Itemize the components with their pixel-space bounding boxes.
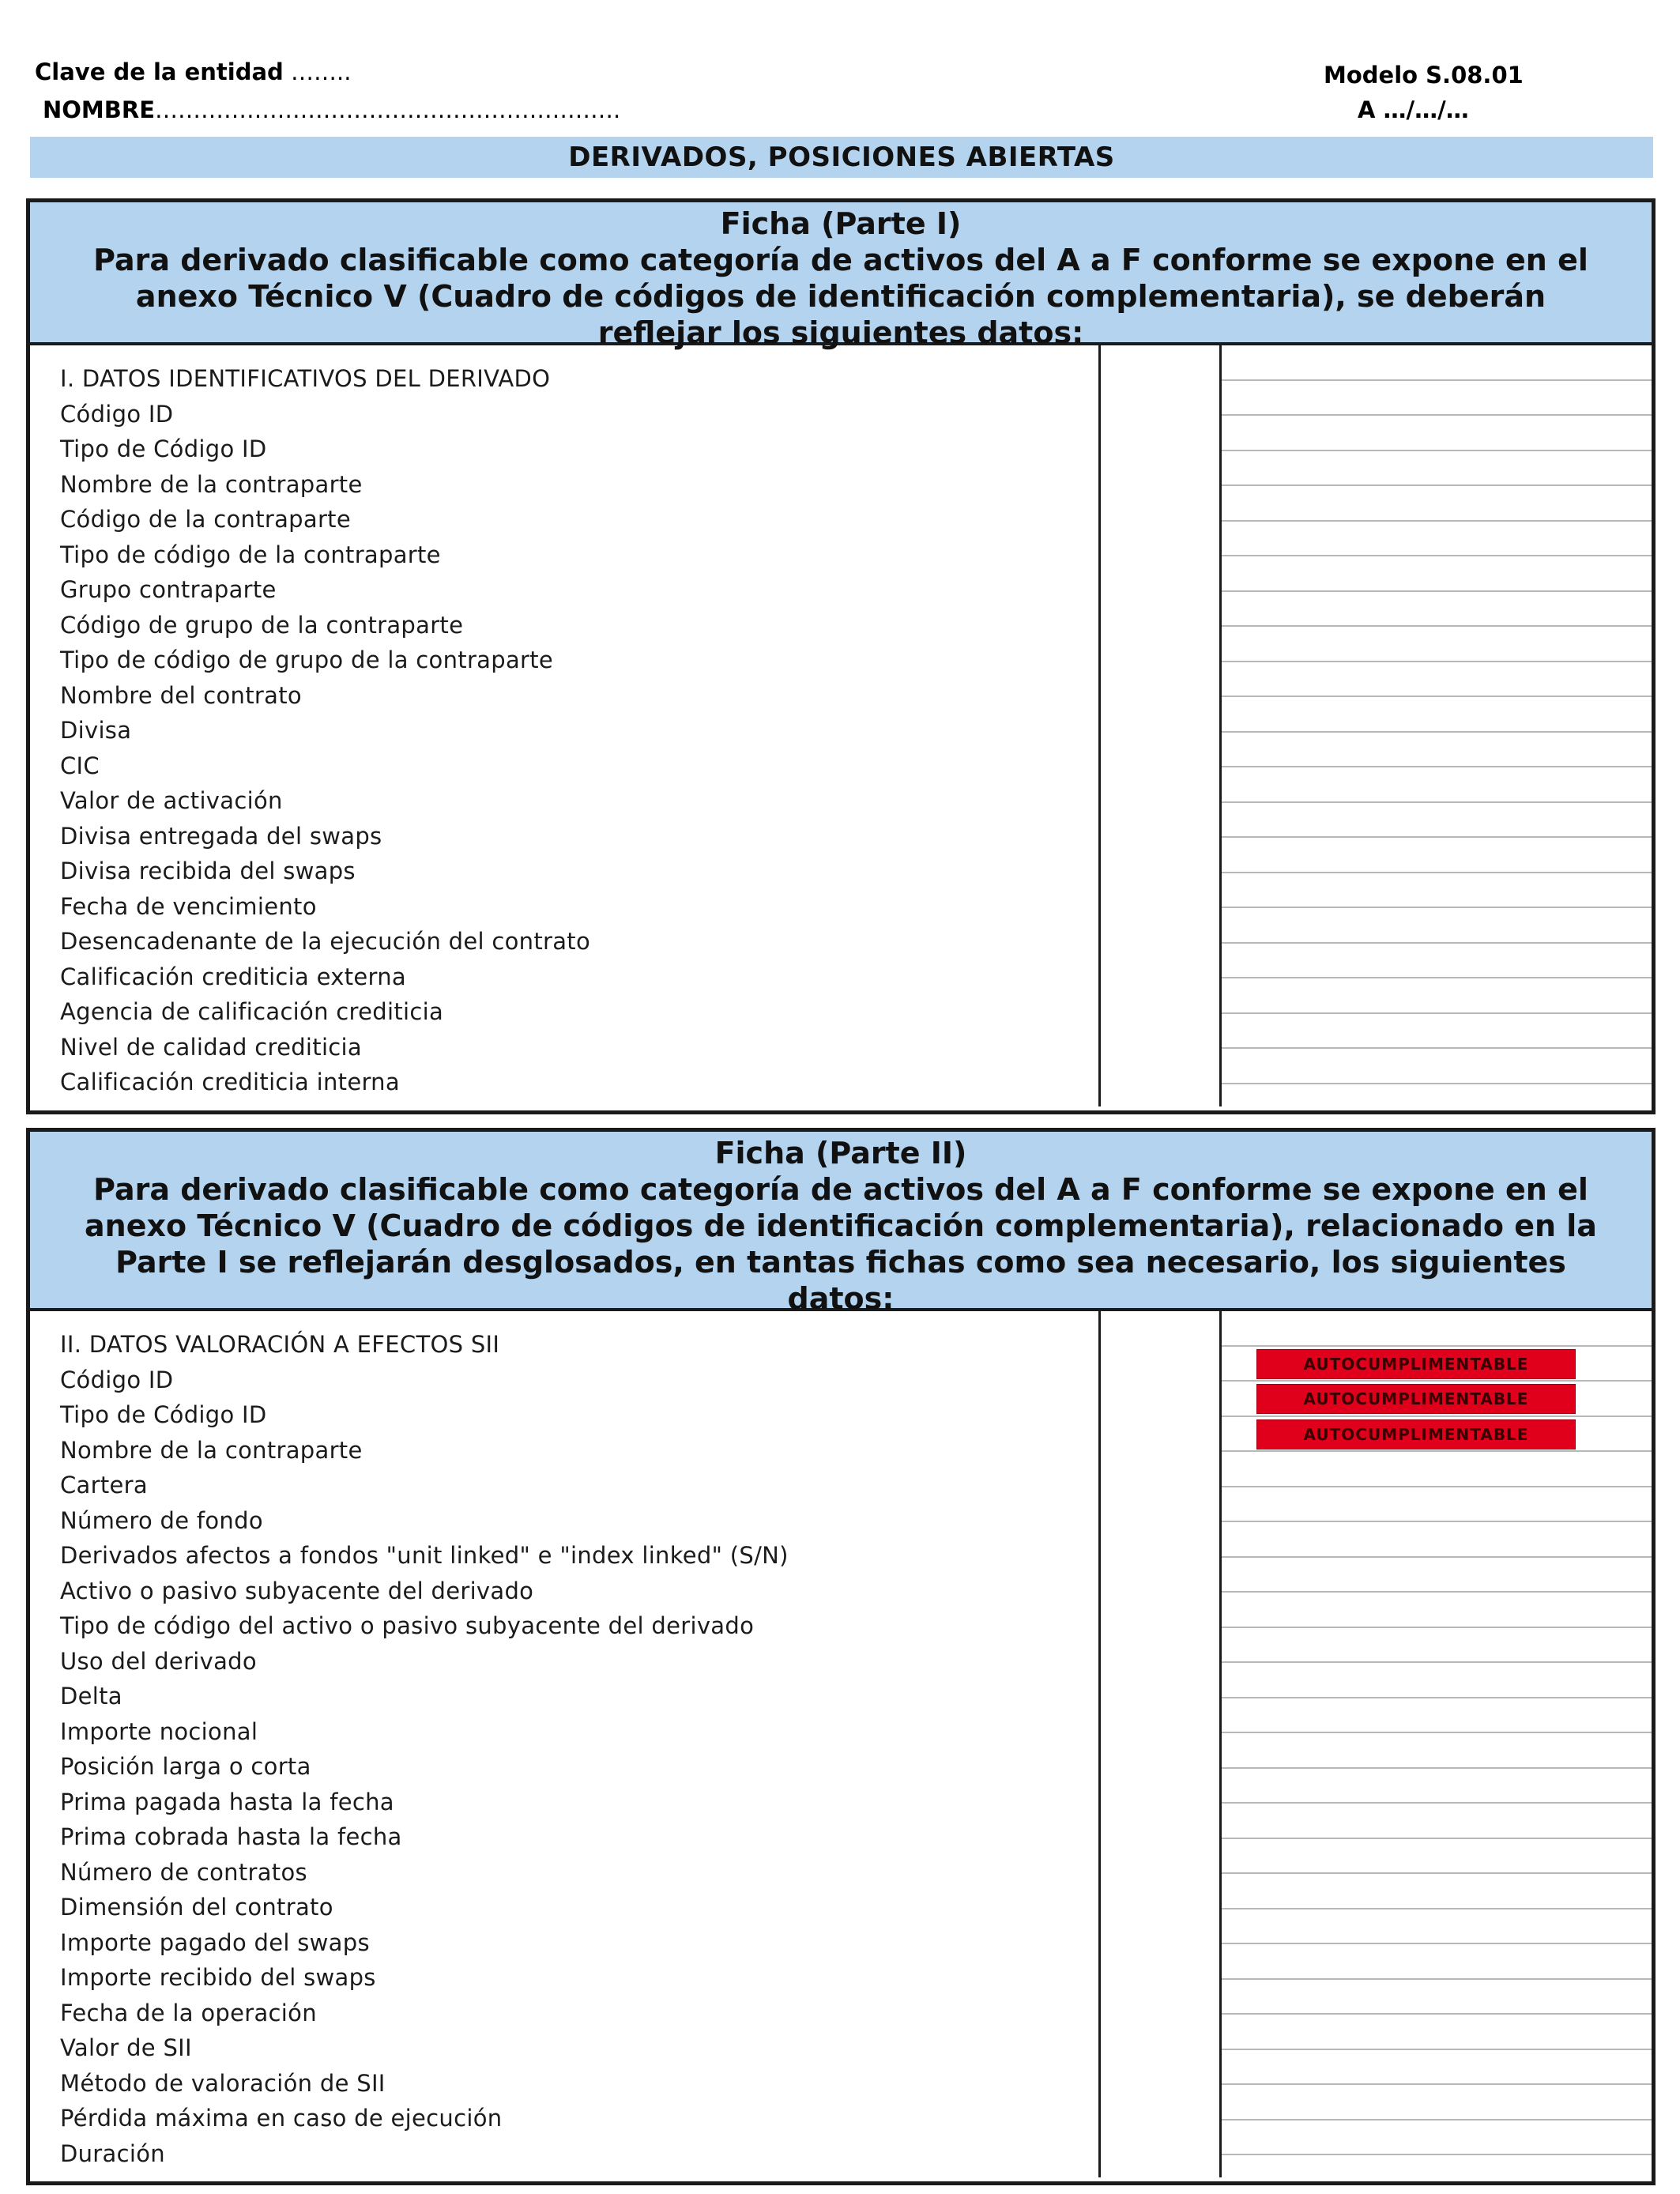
- ficha-1-value-cell[interactable]: [1222, 944, 1652, 979]
- ficha-1-field-label: Desencadenante de la ejecución del contrato: [60, 928, 591, 955]
- ficha-1-field-label: Nombre del contrato: [60, 681, 302, 709]
- ficha-1-field-label: Tipo de código de la contraparte: [60, 541, 441, 568]
- ficha-2-field-label: Importe pagado del swaps: [60, 1928, 370, 1956]
- ficha-2-heading: [30, 1132, 1652, 1316]
- ficha-1-heading-line: Para derivado clasificable como categoría de activos del A a F conforme se expone en el: [93, 243, 1588, 277]
- ficha-2-field-label: Código ID: [60, 1366, 174, 1393]
- ficha-2-body: [30, 1311, 1652, 2177]
- ficha-1-field-label: Calificación crediticia externa: [60, 963, 406, 990]
- ficha-2-value-cell[interactable]: [1222, 1558, 1652, 1593]
- autocomplete-badge: AUTOCUMPLIMENTABLE: [1256, 1349, 1576, 1379]
- ficha-1-value-cell[interactable]: [1222, 978, 1652, 1014]
- ficha-2-value-cell[interactable]: [1222, 1698, 1652, 1734]
- autocomplete-badge: AUTOCUMPLIMENTABLE: [1256, 1419, 1576, 1449]
- ficha-2-field-label: Prima pagada hasta la fecha: [60, 1788, 394, 1815]
- ficha-2-value-cell[interactable]: [1222, 1909, 1652, 1945]
- ficha-1-value-cell[interactable]: [1222, 627, 1652, 662]
- ficha-2-value-cell[interactable]: [1222, 1628, 1652, 1664]
- ficha-1-value-cell[interactable]: [1222, 803, 1652, 839]
- ficha-part-1: [26, 198, 1656, 1114]
- ficha-1-field-label: Divisa recibida del swaps: [60, 858, 356, 884]
- ficha-1-value-cell[interactable]: [1222, 1049, 1652, 1084]
- ficha-2-value-cell[interactable]: [1222, 1944, 1652, 1980]
- ficha-2-value-cell[interactable]: [1222, 1593, 1652, 1628]
- ficha-2-value-cell[interactable]: [1222, 1733, 1652, 1769]
- ficha-1-field-label: Tipo de Código ID: [60, 435, 267, 462]
- ficha-1-value-cell[interactable]: [1222, 522, 1652, 557]
- ficha-1-value-cell[interactable]: [1222, 486, 1652, 522]
- ficha-1-field-label: Código de la contraparte: [60, 506, 351, 533]
- ficha-2-value-cell[interactable]: [1222, 2085, 1652, 2120]
- ficha-2-field-label: Importe nocional: [60, 1717, 258, 1745]
- ficha-part-2: [26, 1128, 1656, 2185]
- ficha-1-section-title: I. DATOS IDENTIFICATIVOS DEL DERIVADO: [60, 365, 551, 392]
- entity-key-label: [35, 58, 351, 85]
- ficha-2-field-label: Prima cobrada hasta la fecha: [60, 1823, 402, 1850]
- ficha-1-field-label: Divisa: [60, 717, 132, 744]
- report-date: A …/…/…: [1358, 96, 1469, 123]
- ficha-1-field-label: Fecha de vencimiento: [60, 892, 317, 920]
- ficha-2-field-label: Pérdida máxima en caso de ejecución: [60, 2105, 503, 2132]
- ficha-1-value-cell[interactable]: [1222, 733, 1652, 768]
- ficha-2-field-label: Uso del derivado: [60, 1647, 257, 1675]
- ficha-2-heading-line: Ficha (Parte II): [714, 1136, 967, 1171]
- ficha-2-value-cell[interactable]: [1222, 1874, 1652, 1909]
- ficha-2-value-cell[interactable]: [1222, 1980, 1652, 2015]
- ficha-2-value-cell[interactable]: [1222, 1769, 1652, 1804]
- ficha-1-field-label: Código de grupo de la contraparte: [60, 611, 464, 639]
- ficha-2-heading-line: Parte I se reflejarán desglosados, en tantas fichas como sea necesario, los siguientes: [115, 1245, 1566, 1280]
- ficha-2-labels: [60, 1327, 789, 2171]
- ficha-1-value-cell[interactable]: [1222, 767, 1652, 803]
- ficha-1-body: [30, 345, 1652, 1106]
- ficha-1-value-cell[interactable]: [1222, 1014, 1652, 1050]
- entity-key-text: Clave de la entidad: [35, 58, 284, 85]
- ficha-1-value-cell[interactable]: [1222, 451, 1652, 487]
- ficha-2-heading-line: Para derivado clasificable como categoría de activos del A a F conforme se expone en el: [93, 1172, 1588, 1207]
- ficha-2-value-cell[interactable]: [1222, 1347, 1652, 1382]
- ficha-1-value-cell[interactable]: [1222, 908, 1652, 944]
- ficha-1-value-cell[interactable]: [1222, 592, 1652, 628]
- ficha-2-field-label: Dimensión del contrato: [60, 1894, 333, 1921]
- ficha-2-field-label: Cartera: [60, 1472, 148, 1498]
- ficha-2-field-label: Importe recibido del swaps: [60, 1964, 376, 1991]
- ficha-2-value-cell[interactable]: [1222, 2120, 1652, 2156]
- ficha-2-field-label: Tipo de Código ID: [60, 1401, 267, 1428]
- ficha-1-heading-line: reflejar los siguientes datos:: [597, 315, 1084, 350]
- ficha-2-field-label: Método de valoración de SII: [60, 2069, 386, 2097]
- ficha-1-field-label: Nivel de calidad crediticia: [60, 1033, 362, 1061]
- ficha-2-value-cell[interactable]: [1222, 2015, 1652, 2050]
- ficha-1-field-label: Código ID: [60, 400, 174, 428]
- ficha-1-value-cell[interactable]: [1222, 838, 1652, 873]
- ficha-1-field-label: Calificación crediticia interna: [60, 1069, 400, 1095]
- entity-name-dots: …………………………………………………….: [155, 96, 621, 123]
- ficha-1-value-cell[interactable]: [1222, 662, 1652, 698]
- ficha-2-value-cell[interactable]: [1222, 1839, 1652, 1875]
- column-divider: [1098, 345, 1101, 1106]
- autocomplete-badge: AUTOCUMPLIMENTABLE: [1256, 1384, 1576, 1414]
- ficha-2-value-cell[interactable]: [1222, 1522, 1652, 1558]
- ficha-1-value-cells: [1222, 345, 1652, 1084]
- ficha-1-field-label: Valor de activación: [60, 787, 283, 814]
- ficha-1-heading: [30, 202, 1652, 350]
- ficha-2-heading-line: anexo Técnico V (Cuadro de códigos de identificación complementaria), relacionado en la: [85, 1208, 1597, 1243]
- ficha-1-value-cell[interactable]: [1222, 697, 1652, 733]
- ficha-2-field-label: Fecha de la operación: [60, 1999, 317, 2026]
- entity-name-text: NOMBRE: [43, 96, 156, 123]
- ficha-1-heading-line: Ficha (Parte I): [720, 206, 962, 241]
- ficha-1-labels: [60, 361, 590, 1100]
- ficha-2-value-cell[interactable]: [1222, 1417, 1652, 1453]
- ficha-2-value-cell[interactable]: [1222, 1311, 1652, 1347]
- ficha-2-field-label: Nombre de la contraparte: [60, 1436, 363, 1464]
- page-title: DERIVADOS, POSICIONES ABIERTAS: [30, 137, 1653, 178]
- ficha-2-field-label: Tipo de código del activo o pasivo subyacente del derivado: [60, 1612, 755, 1639]
- ficha-2-section-title: II. DATOS VALORACIÓN A EFECTOS SII: [60, 1331, 500, 1358]
- entity-name-label: [43, 96, 620, 123]
- ficha-2-field-label: Valor de SII: [60, 2034, 192, 2061]
- ficha-2-field-label: Número de contratos: [60, 1858, 307, 1886]
- ficha-2-value-cell[interactable]: [1222, 1452, 1652, 1487]
- ficha-2-heading-line: datos:: [787, 1281, 895, 1316]
- ficha-2-field-label: Activo o pasivo subyacente del derivado: [60, 1577, 534, 1604]
- model-code: Modelo S.08.01: [1324, 62, 1524, 89]
- ficha-2-value-cells: [1222, 1311, 1652, 2155]
- ficha-2-value-cell[interactable]: [1222, 1804, 1652, 1839]
- ficha-1-value-cell[interactable]: [1222, 416, 1652, 451]
- ficha-2-value-cell[interactable]: [1222, 1382, 1652, 1417]
- ficha-1-field-label: Grupo contraparte: [60, 576, 277, 603]
- ficha-2-field-label: Duración: [60, 2139, 165, 2167]
- ficha-2-value-cell[interactable]: [1222, 1487, 1652, 1523]
- ficha-1-value-cell[interactable]: [1222, 345, 1652, 381]
- ficha-2-field-label: Delta: [60, 1683, 122, 1710]
- ficha-1-field-label: Agencia de calificación crediticia: [60, 998, 444, 1025]
- ficha-1-value-cell[interactable]: [1222, 381, 1652, 417]
- ficha-1-field-label: CIC: [60, 752, 100, 779]
- entity-key-dots: ……..: [283, 58, 352, 85]
- ficha-2-value-cell[interactable]: [1222, 1663, 1652, 1698]
- ficha-2-field-label: Derivados afectos a fondos "unit linked" e "index linked" (S/N): [60, 1542, 789, 1569]
- ficha-1-heading-line: anexo Técnico V (Cuadro de códigos de identificación complementaria), se deberán: [135, 279, 1546, 314]
- ficha-1-field-label: Tipo de código de grupo de la contraparte: [60, 647, 554, 673]
- ficha-1-value-cell[interactable]: [1222, 556, 1652, 592]
- column-divider: [1098, 1311, 1101, 2177]
- ficha-1-value-cell[interactable]: [1222, 873, 1652, 909]
- ficha-2-field-label: Número de fondo: [60, 1506, 263, 1534]
- ficha-2-field-label: Posición larga o corta: [60, 1753, 311, 1780]
- ficha-1-field-label: Divisa entregada del swaps: [60, 822, 382, 850]
- ficha-2-value-cell[interactable]: [1222, 2050, 1652, 2086]
- ficha-1-field-label: Nombre de la contraparte: [60, 470, 363, 498]
